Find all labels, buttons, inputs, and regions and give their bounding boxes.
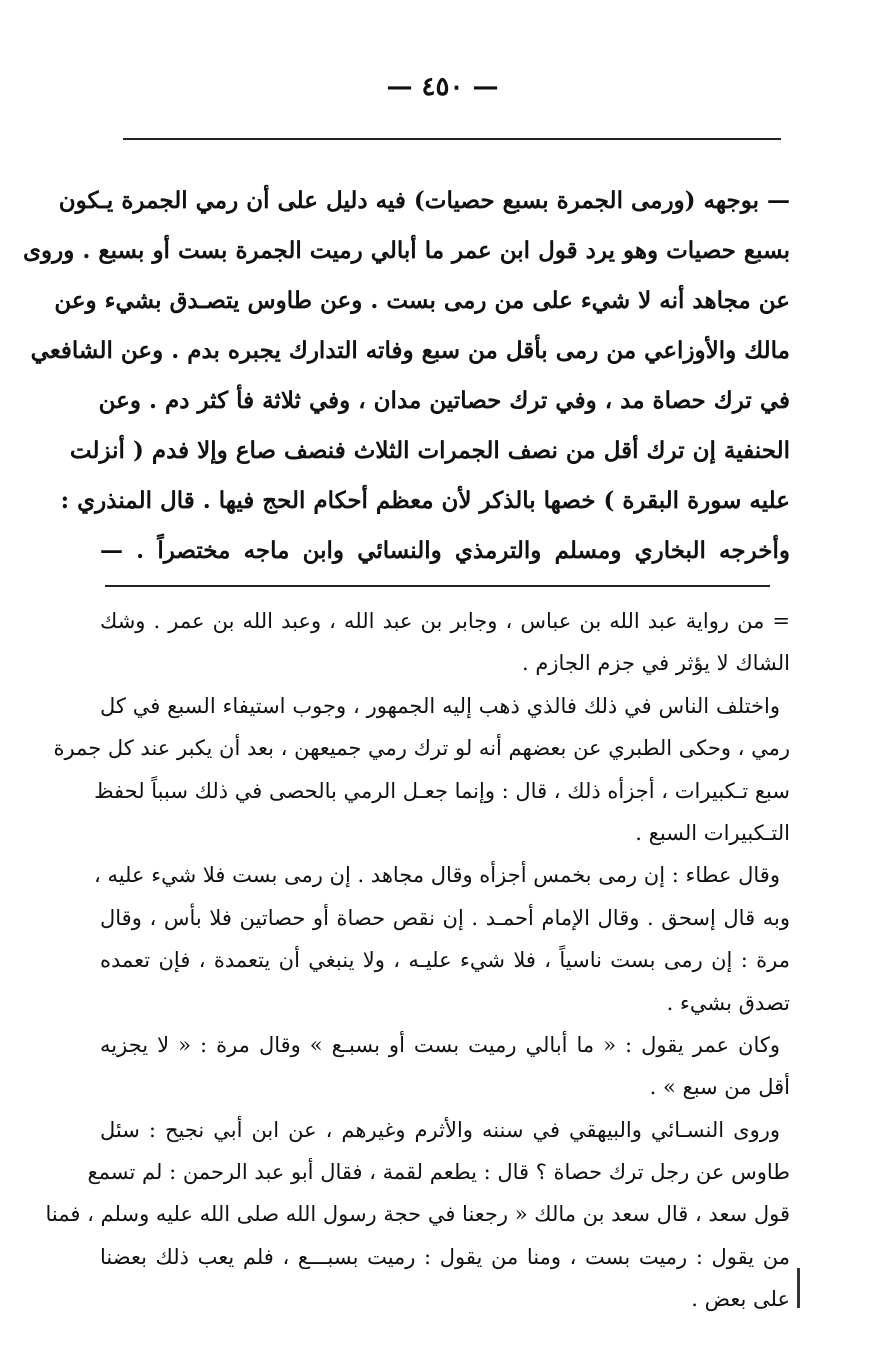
main-line: الحنفية إن ترك أقل من نصف الجمرات الثلاث فنصف صاع وإلا فدم ( أنزلت (69, 437, 790, 464)
note-line: = من رواية عبد الله بن عباس ، وجابر بن عبد الله ، وعبد الله بن عمر . وشك (100, 609, 790, 633)
top-rule (123, 138, 781, 140)
main-line: عليه سورة البقرة ) خصها بالذكر لأن معظم أحكام الحج فيها . قال المنذري : (60, 487, 790, 514)
main-commentary (23, 176, 790, 576)
note-line: على بعض . (691, 1287, 790, 1312)
note-line: واختلف الناس في ذلك فالذي ذهب إليه الجمهور ، وجوب استيفاء السبع في كل (100, 693, 780, 718)
note-line: تصدق بشيء . (666, 990, 790, 1015)
notes-section (45, 600, 790, 1321)
page-number: — ٤٥٠ — (386, 72, 499, 102)
note-line: وبه قال إسحق . وقال الإمام أحمـد . إن نقص حصاة أو حصاتين فلا بأس ، وقال (100, 905, 790, 930)
note-line: وروى النسـائي والبيهقي في سننه والأثرم وغيرهم ، عن ابن أبي نجيح : سئل (100, 1117, 780, 1142)
note-line: رمي ، وحكى الطبري عن بعضهم أنه لو ترك رمي جميعهن ، بعد أن يكبر عند كل جمرة (53, 736, 790, 761)
note-line: وقال عطاء : إن رمى بخمس أجزأه وقال مجاهد . إن رمى بست فلا شيء عليه ، (93, 863, 780, 888)
main-line: في ترك حصاة مد ، وفي ترك حصاتين مدان ، وفي ثلاثة فأ كثر دم . وعن (98, 387, 790, 414)
main-line: مالك والأوزاعي من رمى بأقل من سبع وفاته التدارك يجبره بدم . وعن الشافعي (30, 337, 790, 364)
section-divider (105, 585, 770, 587)
main-line: بسبع حصيات وهو يرد قول ابن عمر ما أبالي رميت الجمرة بست أو بسبع . وروى (23, 237, 790, 264)
note-line: وكان عمر يقول : « ما أبالي رميت بست أو بسبـع » وقال مرة : « لا يجزيه (100, 1032, 780, 1057)
note-line: من يقول : رميت بست ، ومنا من يقول : رميت بسبـــع ، فلم يعب ذلك بعضنا (100, 1244, 790, 1269)
note-line: طاوس عن رجل ترك حصاة ؟ قال : يطعم لقمة ، فقال أبو عبد الرحمن : لم تسمع (87, 1160, 790, 1185)
main-line: وأخرجه البخاري ومسلم والترمذي والنسائي وابن ماجه مختصراً . — (100, 537, 790, 564)
main-line: عن مجاهد أنه لا شيء على من رمى بست . وعن طاوس يتصـدق بشيء وعن (54, 287, 790, 314)
note-line: قول سعد ، قال سعد بن مالك « رجعنا في حجة رسول الله صلى الله عليه وسلم ، فمنا (45, 1202, 790, 1227)
note-line: سبع تـكبيرات ، أجزأه ذلك ، قال : وإنما جعـل الرمي بالحصى في ذلك سبباً لحفظ (94, 778, 790, 803)
margin-mark (797, 1268, 800, 1308)
note-line: الشاك لا يؤثر في جزم الجازم . (522, 651, 790, 676)
note-line: أقل من سبع » . (649, 1075, 790, 1100)
note-line: مرة : إن رمى بست ناسياً ، فلا شيء عليـه ، ولا ينبغي أن يتعمدة ، فإن تعمده (100, 948, 790, 973)
note-line: التـكبيرات السبع . (635, 820, 790, 845)
main-line: — بوجهه (ورمى الجمرة بسبع حصيات) فيه دليل على أن رمي الجمرة يـكون (58, 187, 790, 214)
